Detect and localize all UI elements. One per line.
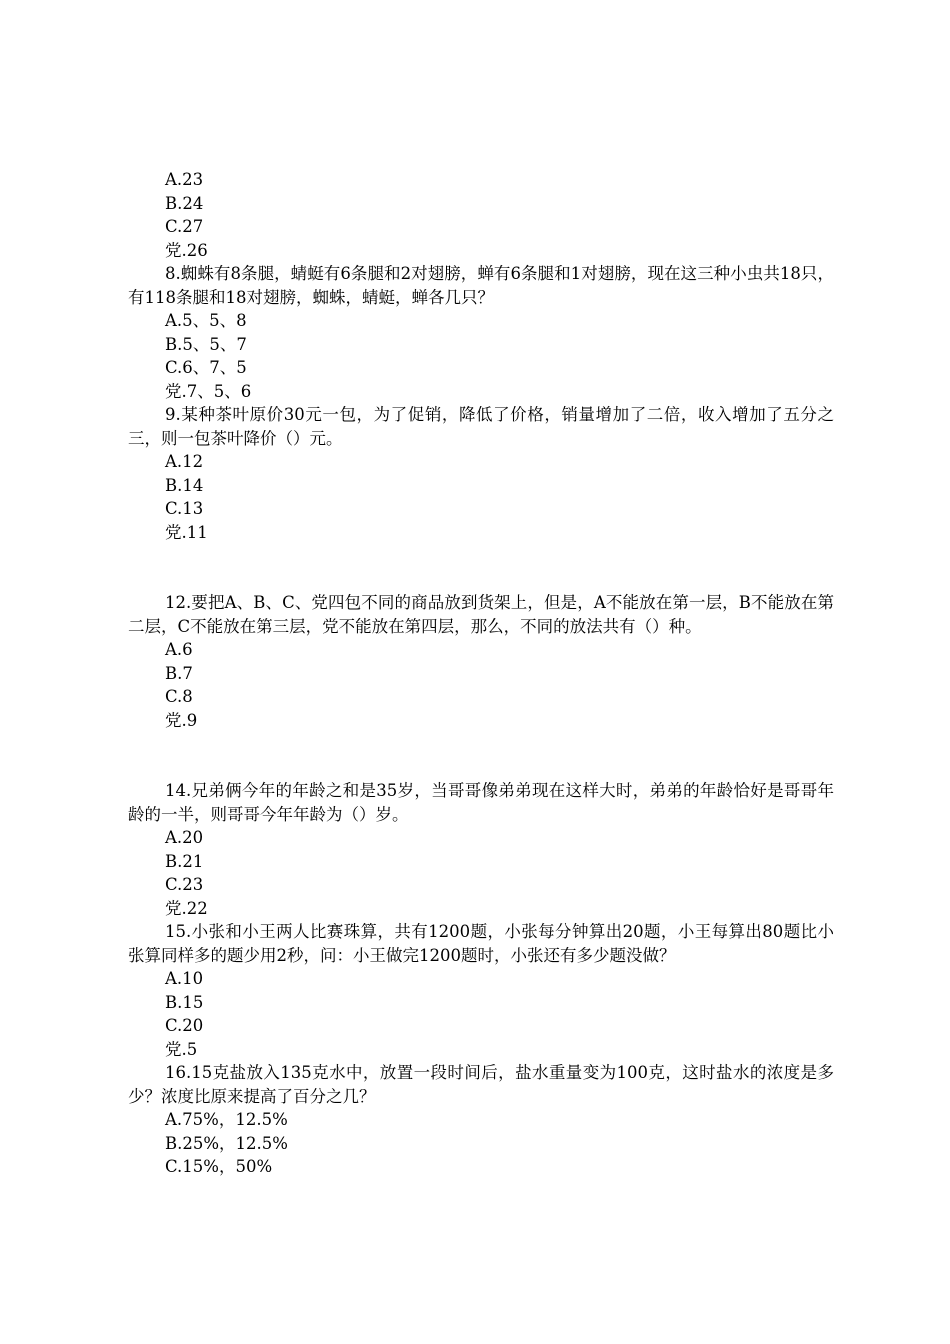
option-c: C.27 bbox=[165, 217, 204, 236]
question-block-8 bbox=[128, 262, 834, 403]
option-b: B.15 bbox=[165, 992, 204, 1012]
question-block-15 bbox=[128, 920, 834, 1061]
question-block-16 bbox=[128, 1061, 834, 1179]
option-b: B.21 bbox=[165, 851, 204, 871]
question-block-14 bbox=[128, 779, 834, 920]
option-b: B.24 bbox=[165, 193, 204, 213]
option-c: C.13 bbox=[165, 499, 204, 518]
question-text: 16.15克盐放入135克水中，放置一段时间后，盐水重量变为100克，这时盐水的浓度是多少？浓度比原来提高了百分之几？ bbox=[128, 1063, 834, 1106]
option-a: A.12 bbox=[165, 452, 204, 471]
option-d: 党.22 bbox=[165, 898, 208, 918]
blank-gap bbox=[128, 544, 834, 591]
question-text: 8.蜘蛛有8条腿，蜻蜓有6条腿和2对翅膀，蝉有6条腿和1对翅膀，现在这三种小虫共18只，有118条腿和18对翅膀，蜘蛛，蜻蜓，蝉各几只？ bbox=[128, 264, 834, 307]
option-b: B.14 bbox=[165, 475, 204, 495]
question-text: 15.小张和小王两人比赛珠算，共有1200题，小张每分钟算出20题，小王每算出80题比小张算同样多的题少用2秒，问：小王做完1200题时，小张还有多少题没做？ bbox=[128, 922, 834, 965]
option-d: 党.9 bbox=[165, 710, 198, 730]
option-b: B.5、5、7 bbox=[165, 334, 247, 354]
option-c: C.15%，50% bbox=[165, 1157, 273, 1176]
question-block-9 bbox=[128, 403, 834, 544]
option-c: C.6、7、5 bbox=[165, 358, 247, 377]
option-a: A.10 bbox=[165, 969, 204, 988]
option-d: 党.5 bbox=[165, 1039, 198, 1059]
question-text: 9.某种茶叶原价30元一包，为了促销，降低了价格，销量增加了二倍，收入增加了五分之三，则一包茶叶降价（）元。 bbox=[128, 405, 834, 448]
option-c: C.8 bbox=[165, 687, 193, 706]
option-a: A.23 bbox=[165, 170, 204, 189]
option-d: 党.26 bbox=[165, 240, 208, 260]
option-d: 党.11 bbox=[165, 522, 208, 542]
option-c: C.20 bbox=[165, 1016, 204, 1035]
option-a: A.20 bbox=[165, 828, 204, 847]
option-d: 党.7、5、6 bbox=[165, 381, 252, 401]
option-a: A.75%，12.5% bbox=[165, 1110, 288, 1129]
question-text: 12.要把A、B、C、党四包不同的商品放到货架上，但是，A不能放在第一层，B不能放在第二层，C不能放在第三层，党不能放在第四层，那么，不同的放法共有（）种。 bbox=[128, 593, 834, 636]
question-block-7 bbox=[128, 168, 834, 262]
option-a: A.6 bbox=[165, 640, 193, 659]
blank-gap bbox=[128, 732, 834, 779]
option-a: A.5、5、8 bbox=[165, 311, 247, 330]
option-c: C.23 bbox=[165, 875, 204, 894]
question-block-12 bbox=[128, 591, 834, 732]
document-body bbox=[128, 168, 834, 1179]
option-b: B.7 bbox=[165, 663, 193, 683]
question-text: 14.兄弟俩今年的年龄之和是35岁，当哥哥像弟弟现在这样大时，弟弟的年龄恰好是哥哥年龄的一半，则哥哥今年年龄为（）岁。 bbox=[128, 781, 834, 824]
option-b: B.25%，12.5% bbox=[165, 1133, 288, 1153]
